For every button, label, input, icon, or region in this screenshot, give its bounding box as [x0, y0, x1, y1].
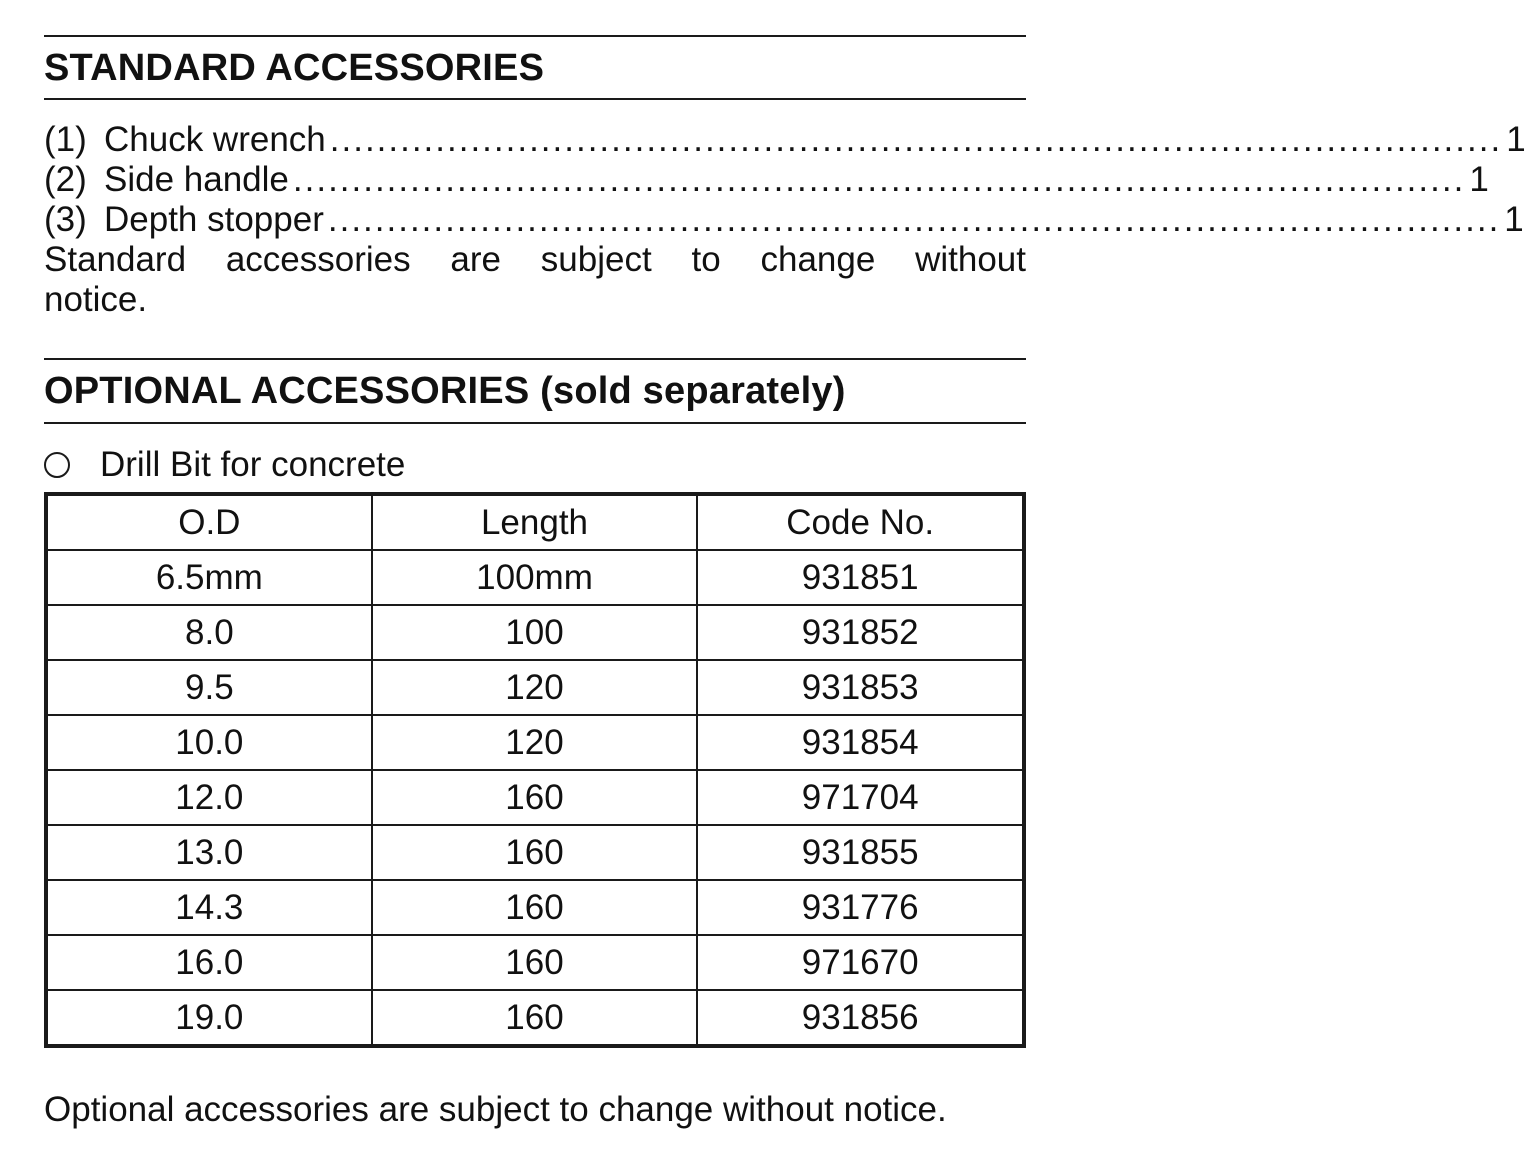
column-header-code: Code No. — [697, 494, 1024, 550]
od-cell: 12.0 — [46, 770, 372, 825]
circle-bullet-icon — [44, 452, 70, 478]
code-cell: 931856 — [697, 990, 1024, 1046]
length-cell: 100 — [372, 605, 698, 660]
od-cell: 16.0 — [46, 935, 372, 990]
table-row — [46, 990, 1024, 1046]
length-cell: 120 — [372, 715, 698, 770]
list-item — [44, 200, 1524, 240]
standard-accessories-heading: STANDARD ACCESSORIES — [44, 47, 545, 89]
standard-accessories-list — [44, 120, 1526, 320]
dot-leader: .................................................................................................... — [292, 160, 1466, 199]
standard-heading-rule — [44, 98, 1026, 100]
optional-heading-rule — [44, 422, 1026, 424]
od-cell: 19.0 — [46, 990, 372, 1046]
optional-top-rule — [44, 358, 1026, 360]
od-cell: 9.5 — [46, 660, 372, 715]
od-cell: 8.0 — [46, 605, 372, 660]
od-cell: 10.0 — [46, 715, 372, 770]
item-number: (3) — [44, 200, 87, 239]
od-cell: 14.3 — [46, 880, 372, 935]
code-cell: 971670 — [697, 935, 1024, 990]
od-cell: 6.5mm — [46, 550, 372, 605]
code-cell: 931853 — [697, 660, 1024, 715]
item-label: Side handle — [104, 160, 289, 199]
drill-bit-table — [44, 492, 1026, 1048]
table-row — [46, 825, 1024, 880]
table-row — [46, 605, 1024, 660]
code-cell: 971704 — [697, 770, 1024, 825]
list-item — [44, 160, 1489, 200]
table-row — [46, 935, 1024, 990]
code-cell: 931855 — [697, 825, 1024, 880]
item-quantity: 1 — [1469, 160, 1489, 199]
list-item — [44, 120, 1526, 160]
table-header-row — [46, 494, 1024, 550]
table-row — [46, 550, 1024, 605]
item-quantity: 1 — [1506, 120, 1526, 159]
top-rule — [44, 35, 1026, 37]
code-cell: 931851 — [697, 550, 1024, 605]
table-row — [46, 880, 1024, 935]
optional-accessories-note: Optional accessories are subject to change without notice. — [44, 1090, 947, 1129]
item-quantity: 1 — [1504, 200, 1524, 239]
drill-bit-label: Drill Bit for concrete — [100, 445, 406, 484]
length-cell: 160 — [372, 880, 698, 935]
length-cell: 160 — [372, 825, 698, 880]
drill-bit-bullet — [44, 443, 405, 487]
length-cell: 120 — [372, 660, 698, 715]
length-cell: 160 — [372, 990, 698, 1046]
optional-accessories-heading: OPTIONAL ACCESSORIES (sold separately) — [44, 370, 846, 412]
item-number: (1) — [44, 120, 87, 159]
od-cell: 13.0 — [46, 825, 372, 880]
table-row — [46, 660, 1024, 715]
column-header-od: O.D — [46, 494, 372, 550]
code-cell: 931776 — [697, 880, 1024, 935]
length-cell: 160 — [372, 935, 698, 990]
column-header-length: Length — [372, 494, 698, 550]
table-row — [46, 715, 1024, 770]
code-cell: 931852 — [697, 605, 1024, 660]
item-number: (2) — [44, 160, 87, 199]
table-row — [46, 770, 1024, 825]
item-label: Chuck wrench — [104, 120, 326, 159]
standard-accessories-note: Standard accessories are subject to change without notice. — [44, 240, 1026, 319]
dot-leader: .................................................................................................... — [327, 200, 1501, 239]
length-cell: 100mm — [372, 550, 698, 605]
dot-leader: .................................................................................................... — [329, 120, 1503, 159]
item-label: Depth stopper — [104, 200, 324, 239]
code-cell: 931854 — [697, 715, 1024, 770]
length-cell: 160 — [372, 770, 698, 825]
